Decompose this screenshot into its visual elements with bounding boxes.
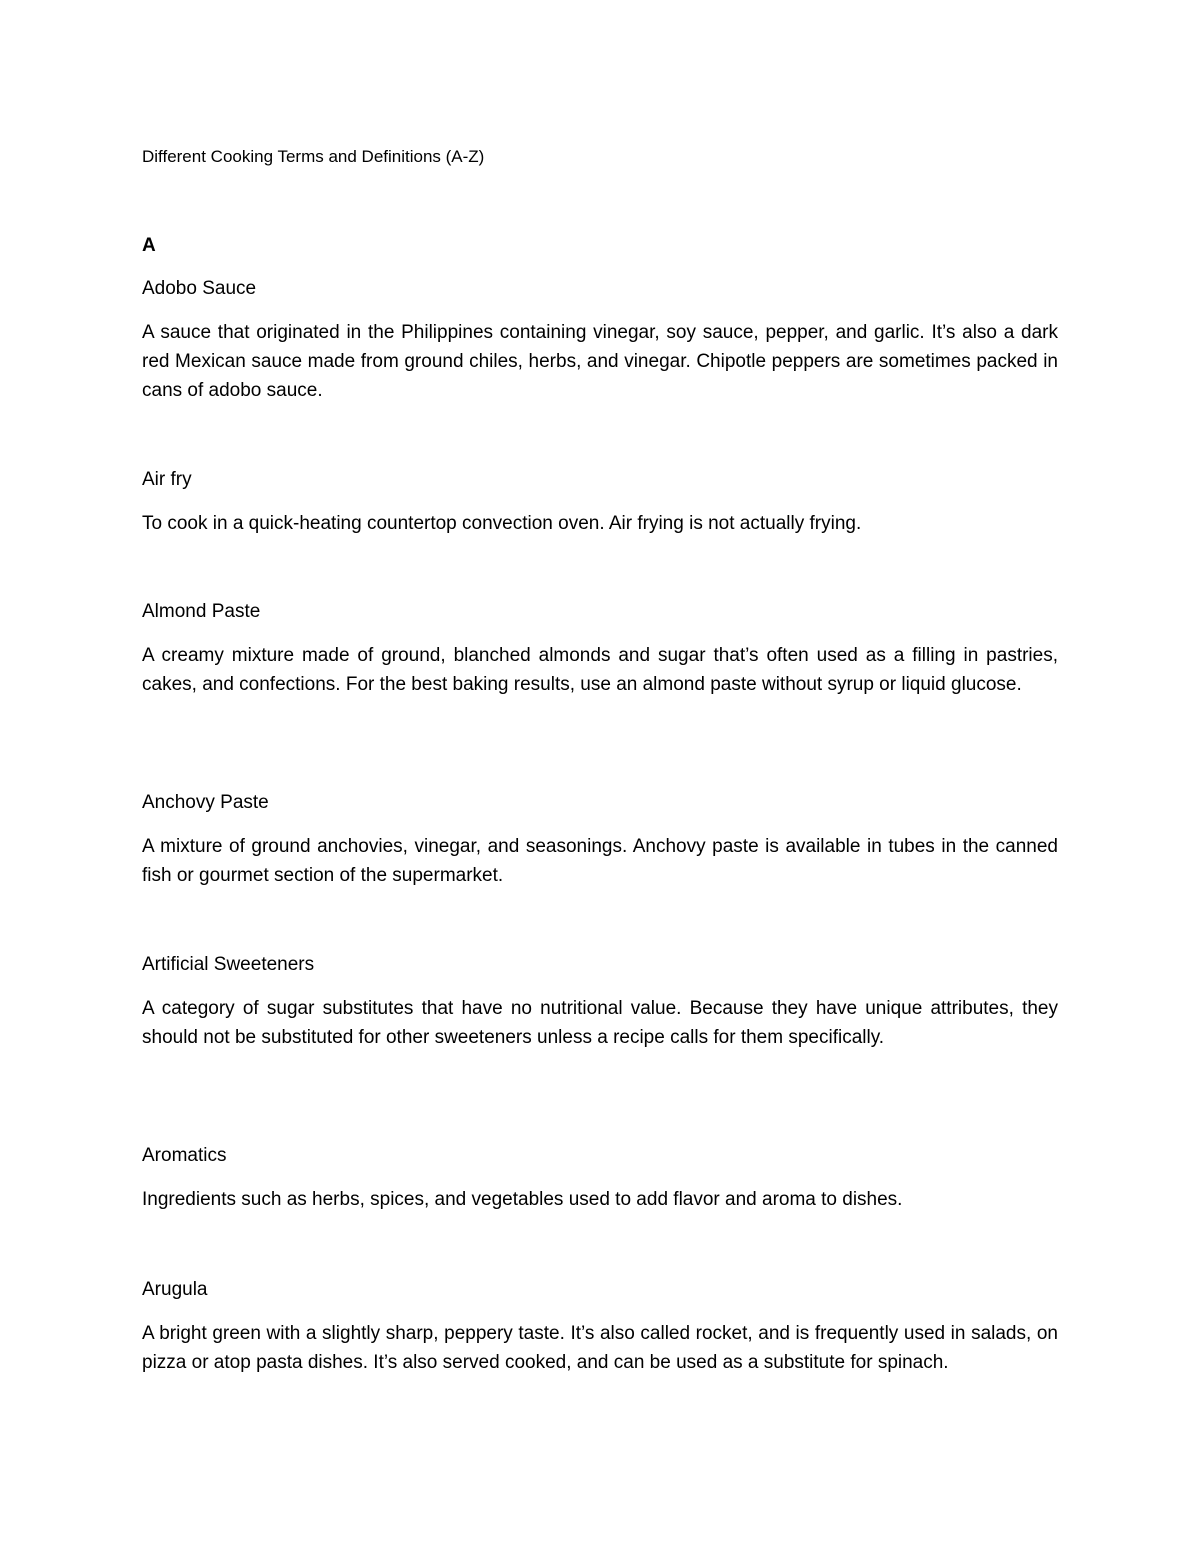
term-definition: A sauce that originated in the Philippines containing vinegar, soy sauce, pepper, and garlic. It’s also a dark red Mexican sauce made from ground chiles, herbs, and vinegar. Chipotle peppers are sometimes packed in cans of adobo sauce. [142,322,1058,401]
term-definition: Ingredients such as herbs, spices, and vegetables used to add flavor and aroma to dishes. [142,1189,903,1210]
term-entry-artificial-sweeteners [142,952,1058,1052]
term-entry-arugula [142,1277,1058,1377]
term-entry-adobo-sauce [142,276,1058,405]
term-entry-aromatics [142,1143,1058,1214]
term-name: Anchovy Paste [142,792,269,813]
term-name: Almond Paste [142,601,261,622]
term-name: Adobo Sauce [142,278,257,299]
term-name: Artificial Sweeteners [142,954,315,975]
term-name: Arugula [142,1279,208,1300]
term-definition: A bright green with a slightly sharp, peppery taste. It’s also called rocket, and is frequently used in salads, on pizza or atop pasta dishes. It’s also served cooked, and can be used as a substitute for spinach. [142,1323,1058,1373]
term-entry-air-fry [142,467,1058,538]
document-title: Different Cooking Terms and Definitions (A-Z) [142,147,485,166]
term-definition: A creamy mixture made of ground, blanched almonds and sugar that’s often used as a filling in pastries, cakes, and confections. For the best baking results, use an almond paste without syrup or liquid glucose. [142,645,1058,695]
term-name: Aromatics [142,1145,227,1166]
term-entry-anchovy-paste [142,790,1058,890]
term-definition: To cook in a quick-heating countertop convection oven. Air frying is not actually frying. [142,513,862,534]
term-entry-almond-paste [142,599,1058,699]
section-letter-heading: A [142,235,156,256]
term-definition: A mixture of ground anchovies, vinegar, and seasonings. Anchovy paste is available in tubes in the canned fish or gourmet section of the supermarket. [142,836,1058,886]
term-definition: A category of sugar substitutes that have no nutritional value. Because they have unique attributes, they should not be substituted for other sweeteners unless a recipe calls for them specifically. [142,998,1058,1048]
term-name: Air fry [142,469,192,490]
